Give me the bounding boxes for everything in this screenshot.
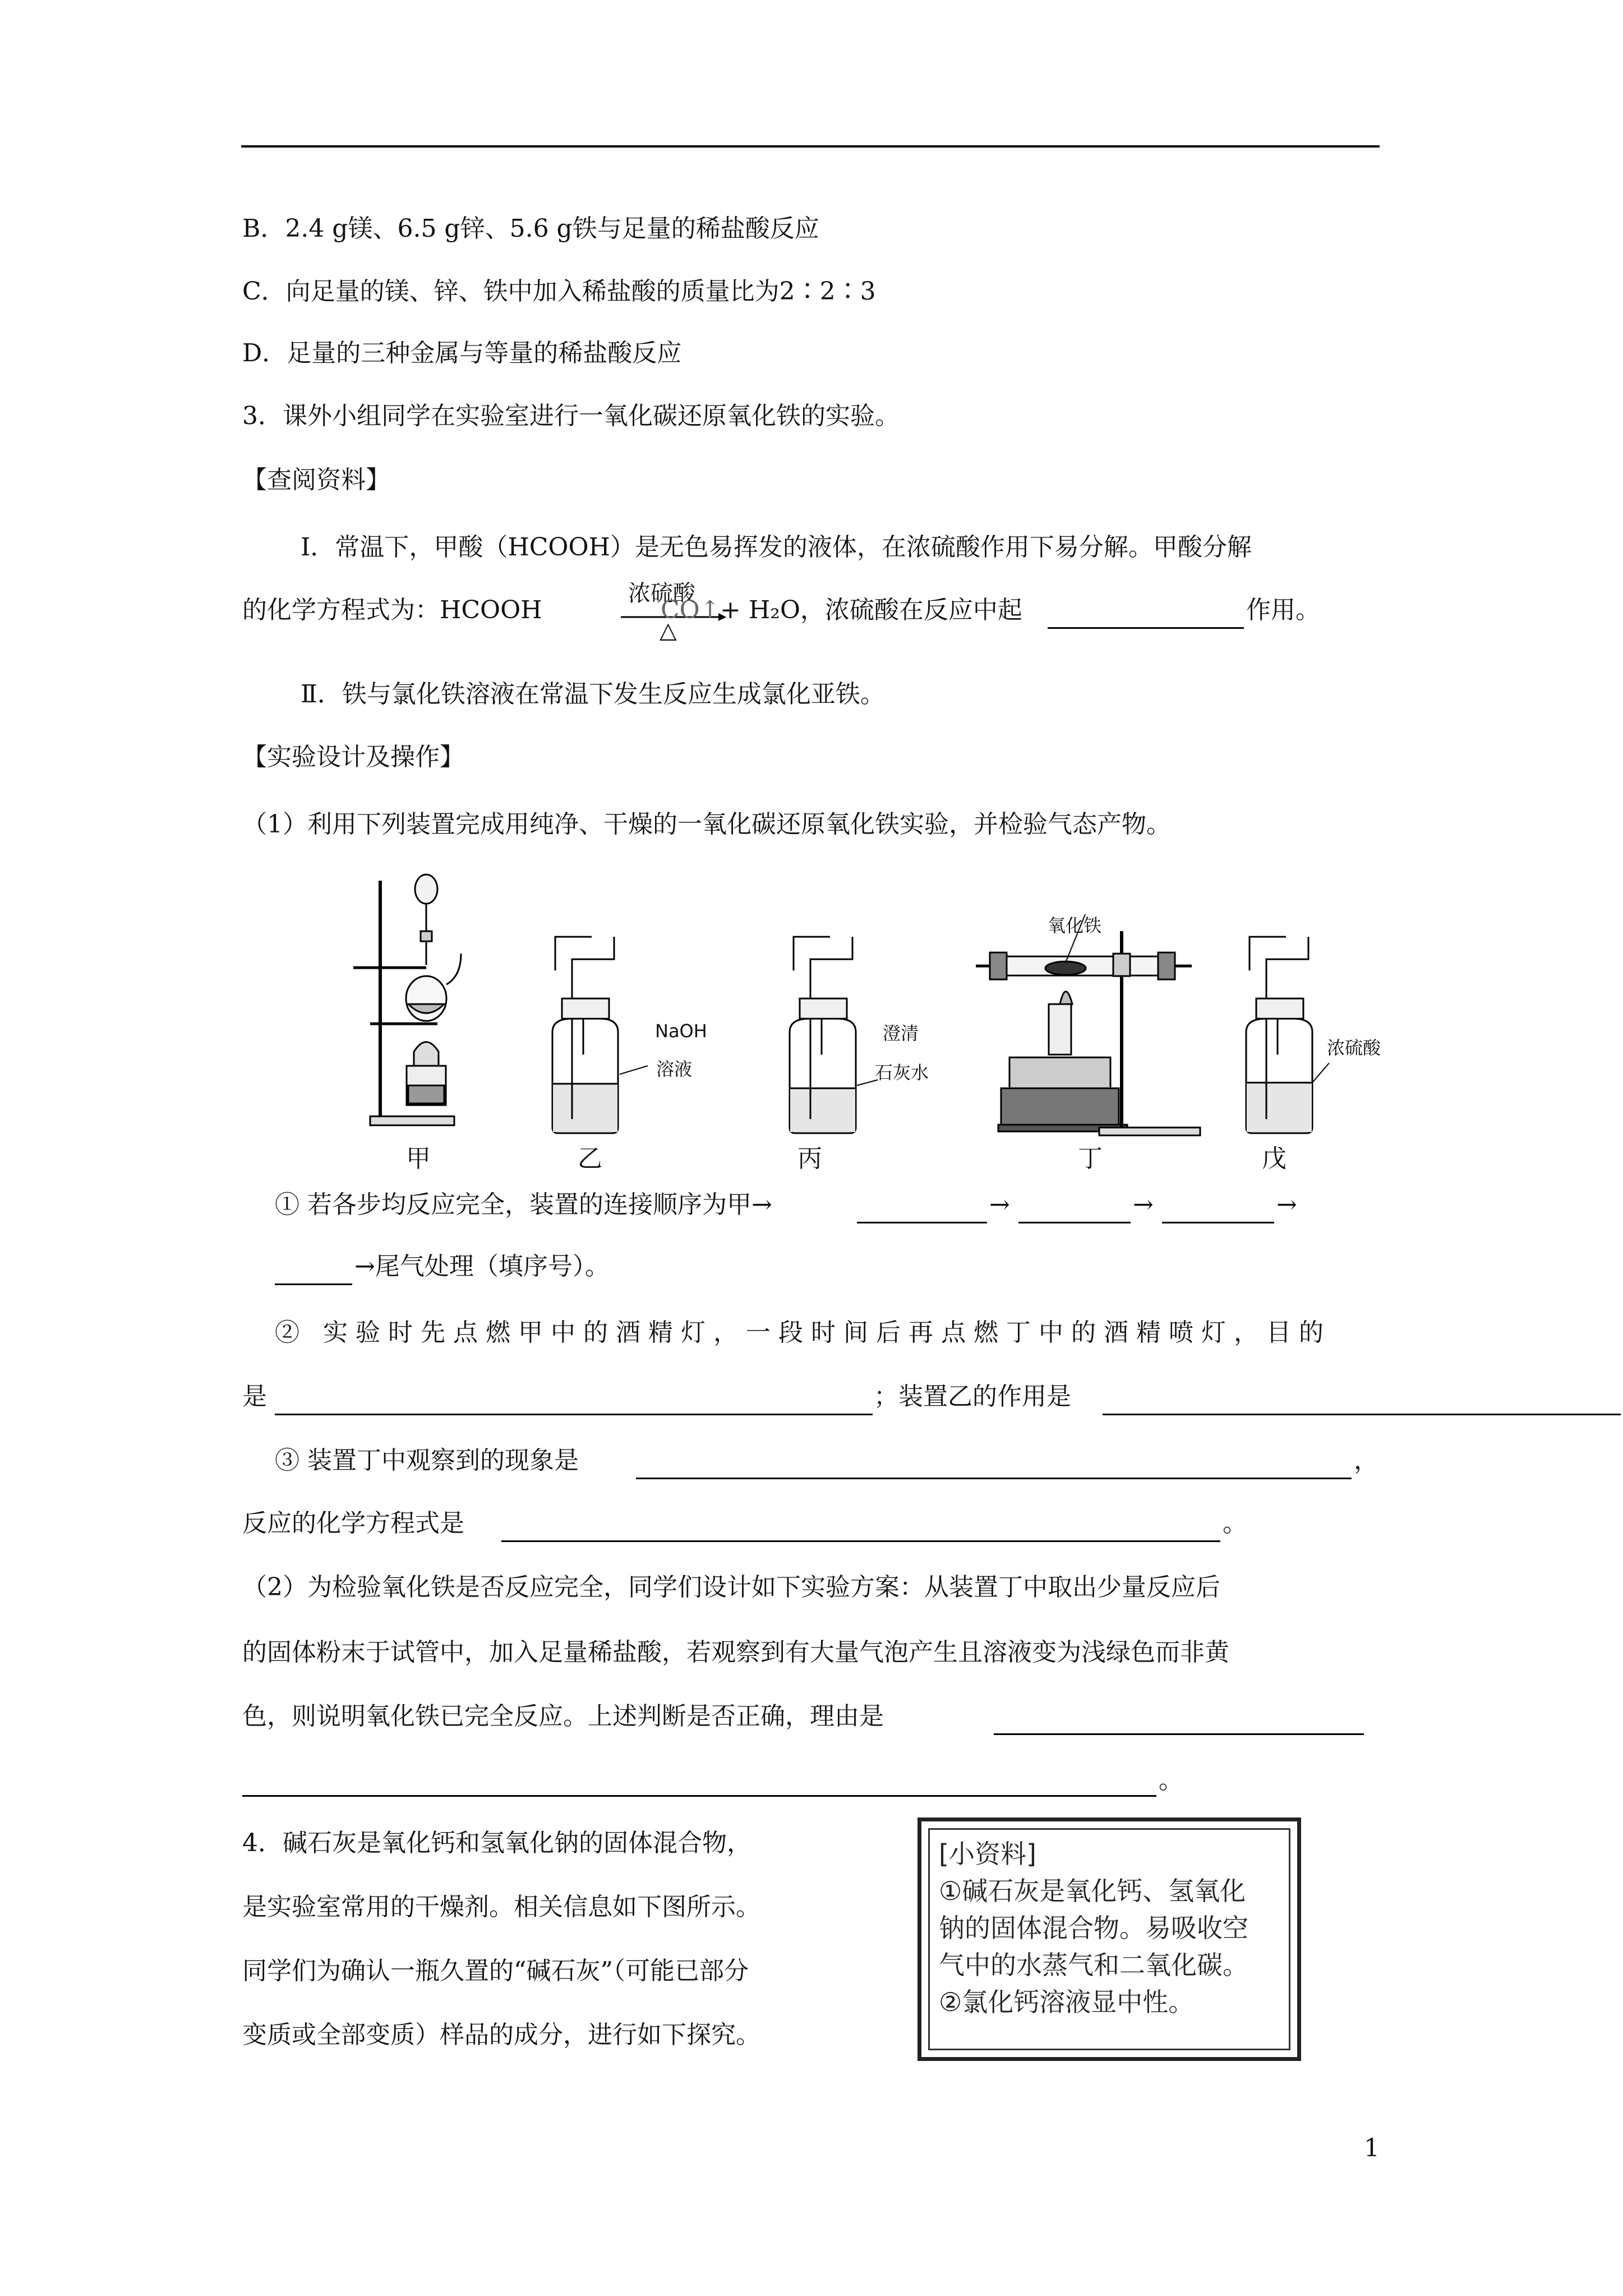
apparatus-bing bbox=[790, 937, 878, 1133]
q2-shi: 是 bbox=[242, 1382, 267, 1411]
info-box-line-3: 气中的水蒸气和二氧化碳。 bbox=[939, 1950, 1248, 1980]
q1-text: ① 若各步均反应完全，装置的连接顺序为甲→ bbox=[275, 1190, 772, 1219]
q4-line-3: 同学们为确认一瓶久置的“碱石灰”（可能已部分 bbox=[242, 1957, 749, 1985]
equation-product-co: CO↑ bbox=[661, 596, 721, 624]
label-conc-sulfuric: 浓硫酸 bbox=[1327, 1037, 1381, 1059]
option-d: D．足量的三种金属与等量的稀盐酸反应 bbox=[242, 339, 682, 367]
part-1-stem: （1）利用下列装置完成用纯净、干燥的一氧化碳还原氧化铁实验，并检验气态产物。 bbox=[242, 810, 1171, 839]
blank-order-2[interactable] bbox=[1018, 1196, 1131, 1223]
apparatus-figure bbox=[336, 864, 1402, 1184]
apparatus-jia bbox=[353, 875, 461, 1125]
part-2-period: 。 bbox=[1159, 1766, 1183, 1795]
arrow-2: → bbox=[1133, 1190, 1154, 1219]
info-box-line-2: 钠的固体混合物。易吸收空 bbox=[939, 1913, 1248, 1943]
apparatus-wu bbox=[1246, 937, 1329, 1133]
apparatus-ding bbox=[976, 914, 1200, 1135]
q4-line-4: 变质或全部变质）样品的成分，进行如下探究。 bbox=[242, 2021, 760, 2049]
label-naoh-solution: 溶液 bbox=[656, 1059, 693, 1080]
label-naoh: NaOH bbox=[655, 1020, 707, 1042]
q1-tail: →尾气处理（填序号）。 bbox=[354, 1252, 610, 1281]
apparatus-yi bbox=[552, 937, 648, 1133]
header-rule bbox=[241, 145, 1380, 148]
blank-reason-2[interactable] bbox=[242, 1769, 1156, 1797]
apparatus-label-ding: 丁 bbox=[1078, 1144, 1103, 1173]
q4-line-2: 是实验室常用的干燥剂。相关信息如下图所示。 bbox=[242, 1893, 760, 1921]
equation-rest: + H₂O，浓硫酸在反应中起 bbox=[720, 596, 1022, 624]
part-2-line-3: 色，则说明氧化铁已完全反应。上述判断是否正确，理由是 bbox=[242, 1702, 884, 1731]
equation-condition-bottom: △ bbox=[660, 618, 677, 643]
apparatus-label-yi: 乙 bbox=[578, 1144, 602, 1173]
part-2-line-2: 的固体粉末于试管中，加入足量稀盐酸，若观察到有大量气泡产生且溶液变为浅绿色而非黄 bbox=[242, 1638, 1229, 1667]
q2-text: ② 实验时先点燃甲中的酒精灯，一段时间后再点燃丁中的酒精喷灯，目的 bbox=[275, 1318, 1331, 1347]
equation-condition-top: 浓硫酸 bbox=[628, 581, 695, 606]
blank-order-1[interactable] bbox=[857, 1196, 987, 1223]
label-iron-oxide: 氧化铁 bbox=[1048, 915, 1102, 936]
section-design: 【实验设计及操作】 bbox=[242, 743, 464, 771]
info-box-line-1: ①碱石灰是氧化钙、氢氧化 bbox=[939, 1876, 1246, 1906]
option-b: B．2.4 g镁、6.5 g锌、5.6 g铁与足量的稀盐酸反应 bbox=[242, 214, 819, 243]
equation-suffix: 作用。 bbox=[1246, 596, 1320, 624]
blank-purpose[interactable] bbox=[275, 1388, 873, 1415]
section-reference: 【查阅资料】 bbox=[242, 466, 390, 494]
q4-line-1: 4．碱石灰是氧化钙和氢氧化钠的固体混合物， bbox=[242, 1829, 751, 1857]
info-2: Ⅱ．铁与氯化铁溶液在常温下发生反应生成氯化亚铁。 bbox=[301, 680, 885, 708]
equation-prefix: 的化学方程式为：HCOOH bbox=[242, 596, 542, 624]
blank-catalyst-role[interactable] bbox=[1048, 601, 1244, 629]
info-1-line-1: Ⅰ．常温下，甲酸（HCOOH）是无色易挥发的液体，在浓硫酸作用下易分解。甲酸分解 bbox=[301, 533, 1252, 562]
blank-order-4[interactable] bbox=[275, 1258, 352, 1285]
q3-text: ③ 装置丁中观察到的现象是 bbox=[275, 1446, 579, 1475]
q3-period: 。 bbox=[1223, 1509, 1247, 1538]
q3-comma: ， bbox=[1354, 1446, 1378, 1475]
arrow-1: → bbox=[989, 1190, 1010, 1219]
blank-reason-1[interactable] bbox=[994, 1708, 1364, 1735]
blank-equation[interactable] bbox=[501, 1515, 1220, 1542]
page-number: 1 bbox=[1364, 2134, 1380, 2162]
blank-order-3[interactable] bbox=[1162, 1196, 1274, 1223]
blank-phenomenon[interactable] bbox=[636, 1452, 1352, 1479]
apparatus-label-wu: 戊 bbox=[1262, 1144, 1287, 1173]
label-lime-1: 澄清 bbox=[883, 1023, 919, 1044]
q3-equation-label: 反应的化学方程式是 bbox=[242, 1509, 464, 1538]
info-box-line-4: ②氯化钙溶液显中性。 bbox=[939, 1987, 1195, 2017]
option-c: C．向足量的镁、锌、铁中加入稀盐酸的质量比为2∶2∶3 bbox=[242, 277, 876, 306]
arrow-3: → bbox=[1276, 1190, 1297, 1219]
info-box-title: [小资料] bbox=[939, 1839, 1036, 1869]
apparatus-label-bing: 丙 bbox=[797, 1144, 822, 1173]
question-3-stem: 3．课外小组同学在实验室进行一氧化碳还原氧化铁的实验。 bbox=[242, 402, 900, 430]
info-box bbox=[917, 1818, 1301, 2061]
apparatus-label-jia: 甲 bbox=[406, 1144, 431, 1173]
part-2-line-1: （2）为检验氧化铁是否反应完全，同学们设计如下实验方案：从装置丁中取出少量反应后 bbox=[242, 1573, 1220, 1602]
blank-yi-role[interactable] bbox=[1103, 1388, 1621, 1415]
q2-yi-role: ；装置乙的作用是 bbox=[874, 1382, 1071, 1411]
label-lime-2: 石灰水 bbox=[875, 1062, 929, 1083]
